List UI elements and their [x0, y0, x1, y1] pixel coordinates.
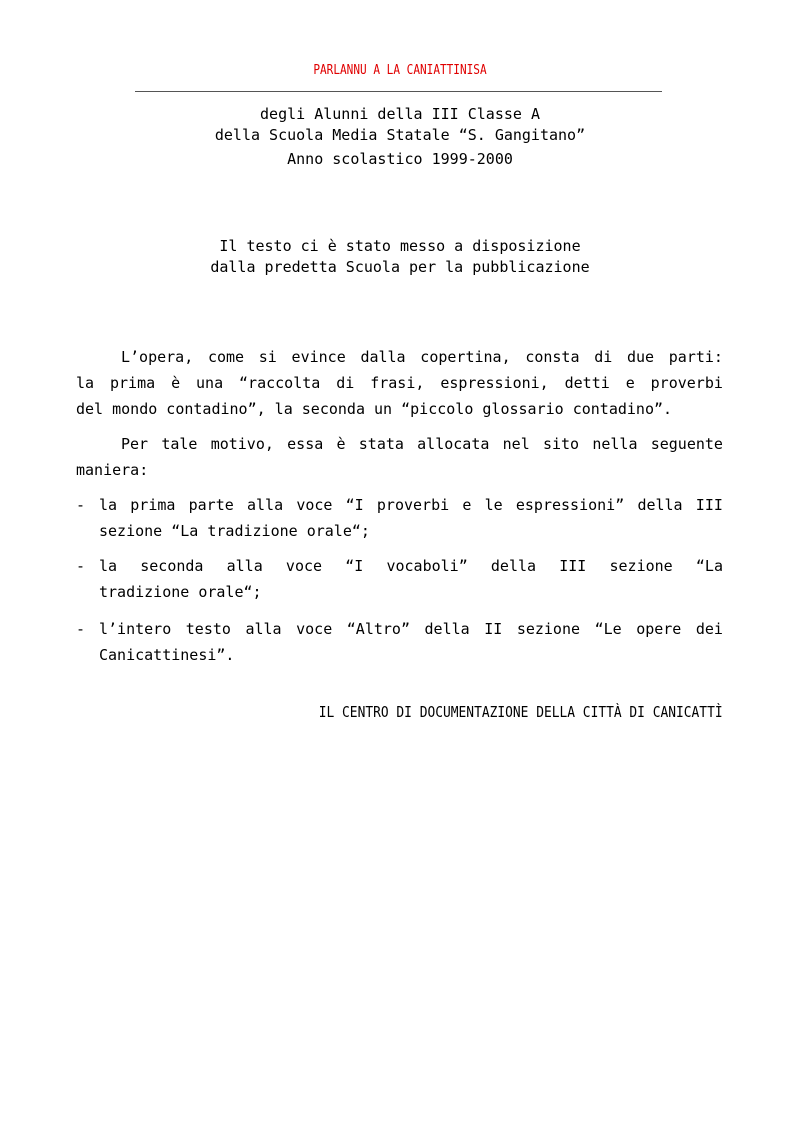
word: due — [626, 348, 655, 366]
word: evince — [291, 348, 346, 366]
word: alla — [245, 620, 282, 638]
word: vocaboli” — [386, 557, 468, 575]
list-item-1-line-1 — [99, 496, 723, 514]
word: prima — [130, 496, 176, 514]
word: come — [207, 348, 245, 366]
list-item-3-line-2: Canicattinesi”. — [99, 646, 235, 664]
word: proverbi — [650, 374, 723, 392]
word: voce — [296, 496, 333, 514]
word: testo — [185, 620, 231, 638]
document-title: PARLANNU A LA CANIATTINISA — [313, 62, 487, 78]
title-underline — [135, 91, 662, 92]
paragraph-1-line-1 — [121, 348, 723, 366]
word: una — [196, 374, 224, 392]
word: è — [336, 435, 346, 453]
word: seguente — [650, 435, 723, 453]
word: “I — [345, 557, 364, 575]
list-dash-3: - — [76, 620, 86, 638]
word: proverbi — [376, 496, 450, 514]
word: seconda — [140, 557, 204, 575]
paragraph-2-line-1 — [121, 435, 723, 453]
word: e — [462, 496, 472, 514]
word: II — [484, 620, 503, 638]
word: “raccolta — [239, 374, 321, 392]
paragraph-2-line-2: maniera: — [76, 461, 149, 479]
word: dei — [695, 620, 723, 638]
word: III — [559, 557, 587, 575]
word: della — [637, 496, 683, 514]
word: “I — [345, 496, 364, 514]
word: dalla — [360, 348, 406, 366]
word: si — [258, 348, 277, 366]
word: “Le — [594, 620, 622, 638]
word: sezione — [609, 557, 673, 575]
word: voce — [296, 620, 333, 638]
word: espressioni” — [515, 496, 625, 514]
word: l’intero — [99, 620, 172, 638]
notice-line-2: dalla predetta Scuola per la pubblicazione — [210, 258, 590, 276]
signature: IL CENTRO DI DOCUMENTAZIONE DELLA CITTÀ DI CANICATTÌ — [319, 703, 723, 721]
word: essa — [287, 435, 324, 453]
subtitle-line-1: degli Alunni della III Classe A — [260, 105, 540, 123]
word: prima — [109, 374, 156, 392]
word: espressioni, — [440, 374, 549, 392]
word: sito — [542, 435, 580, 453]
word: opere — [636, 620, 682, 638]
word: allocata — [417, 435, 490, 453]
school-year-line: Anno scolastico 1999-2000 — [287, 150, 513, 168]
word: voce — [285, 557, 323, 575]
word: frasi, — [370, 374, 425, 392]
notice-line-1: Il testo ci è stato messo a disposizione — [219, 237, 581, 255]
list-dash-1: - — [76, 496, 86, 514]
word: parti: — [668, 348, 723, 366]
word: stata — [358, 435, 404, 453]
word: della — [424, 620, 470, 638]
word: detti — [564, 374, 610, 392]
word: la — [99, 557, 118, 575]
word: “La — [695, 557, 723, 575]
word: di — [594, 348, 613, 366]
list-dash-2: - — [76, 557, 86, 575]
word: è — [171, 374, 181, 392]
word: e — [625, 374, 635, 392]
word: motivo, — [210, 435, 274, 453]
list-item-3-line-1 — [99, 620, 723, 638]
word: tale — [161, 435, 198, 453]
word: nella — [592, 435, 638, 453]
word: L’opera, — [121, 348, 194, 366]
word: alla — [226, 557, 263, 575]
word: parte — [188, 496, 234, 514]
word: la — [99, 496, 118, 514]
word: la — [76, 374, 95, 392]
word: di — [336, 374, 355, 392]
word: copertina, — [420, 348, 511, 366]
word: “Altro” — [346, 620, 410, 638]
word: sezione — [516, 620, 581, 638]
word: Per — [121, 435, 149, 453]
word: le — [484, 496, 503, 514]
word: III — [695, 496, 723, 514]
list-item-2-line-2: tradizione orale“; — [99, 583, 262, 601]
paragraph-1-line-2 — [76, 374, 723, 392]
list-item-2-line-1 — [99, 557, 723, 575]
subtitle-line-2: della Scuola Media Statale “S. Gangitano” — [214, 126, 586, 144]
word: della — [490, 557, 537, 575]
word: consta — [525, 348, 580, 366]
word: nel — [502, 435, 530, 453]
word: alla — [246, 496, 284, 514]
list-item-1-line-2: sezione “La tradizione orale“; — [99, 522, 370, 540]
paragraph-1-line-3: del mondo contadino”, la seconda un “piccolo glossario contadino”. — [76, 400, 673, 418]
